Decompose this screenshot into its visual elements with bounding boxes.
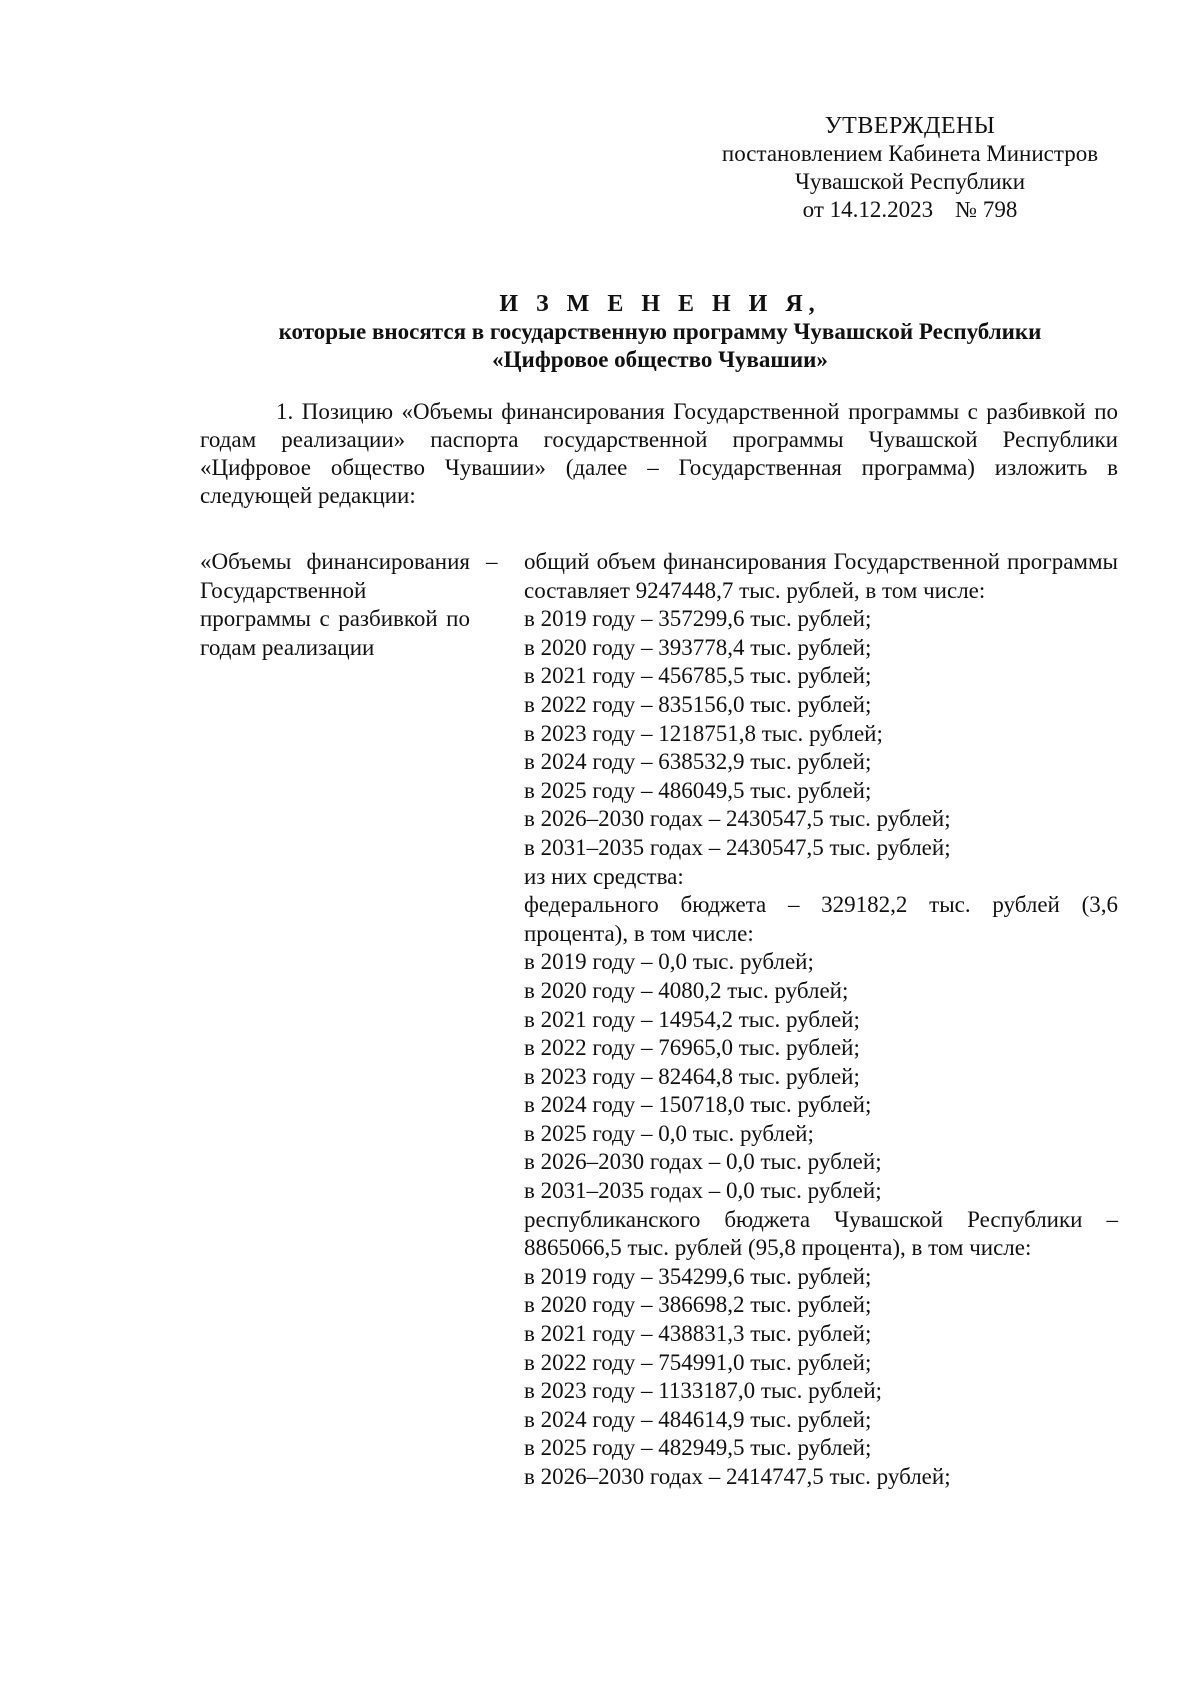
republic-intro: республиканского бюджета Чувашской Республики – 8865066,5 тыс. рублей (95,8 процента), в том числе:: [524, 1206, 1118, 1261]
heading-line-2: «Цифровое общество Чувашии»: [492, 347, 828, 372]
federal-year-line: в 2022 году – 76965,0 тыс. рублей;: [524, 1035, 860, 1061]
total-years-list: [524, 605, 1118, 862]
approval-line-1: постановлением Кабинета Министров: [721, 141, 1099, 166]
total-year-line: в 2021 году – 456785,5 тыс. рублей;: [524, 663, 872, 689]
approval-number: № 798: [955, 197, 1018, 222]
total-year-line: в 2022 году – 835156,0 тыс. рублей;: [524, 691, 872, 717]
of-them-label: из них средства:: [524, 863, 684, 889]
passport-dash: –: [486, 549, 498, 574]
approval-date-line: [690, 196, 1130, 224]
federal-year-line: в 2020 году – 4080,2 тыс. рублей;: [524, 977, 849, 1003]
total-year-line: в 2031–2035 годах – 2430547,5 тыс. рублей;: [524, 834, 951, 860]
federal-year-line: в 2031–2035 годах – 0,0 тыс. рублей;: [524, 1178, 882, 1204]
federal-intro: федерального бюджета – 329182,2 тыс. рублей (3,6 процента), в том числе:: [524, 892, 1118, 946]
approval-stamp: [690, 112, 1130, 224]
total-intro: общий объем финансирования Государственной программы составляет 9247448,7 тыс. рублей, в том числе:: [524, 549, 1118, 603]
passport-left-label: «Объемы финансирования Государственной программы с разбивкой по годам реализации: [200, 549, 470, 660]
total-year-line: в 2024 году – 638532,9 тыс. рублей;: [524, 749, 872, 775]
heading-line-1: которые вносятся в государственную программу Чувашской Республики: [278, 319, 1042, 344]
total-year-line: в 2025 году – 486049,5 тыс. рублей;: [524, 777, 872, 803]
federal-year-line: в 2023 году – 82464,8 тыс. рублей;: [524, 1063, 860, 1089]
total-year-line: в 2020 году – 393778,4 тыс. рублей;: [524, 634, 872, 660]
federal-year-line: в 2021 году – 14954,2 тыс. рублей;: [524, 1006, 860, 1032]
federal-years-list: [524, 948, 1118, 1205]
passport-right-column: [524, 548, 1118, 1492]
federal-year-line: в 2024 году – 150718,0 тыс. рублей;: [524, 1092, 872, 1118]
federal-year-line: в 2019 году – 0,0 тыс. рублей;: [524, 949, 814, 975]
republic-year-line: в 2020 году – 386698,2 тыс. рублей;: [524, 1292, 872, 1318]
federal-year-line: в 2025 году – 0,0 тыс. рублей;: [524, 1120, 814, 1146]
heading-title: И З М Е Н Е Н И Я,: [499, 291, 821, 317]
total-year-line: в 2026–2030 годах – 2430547,5 тыс. рублей;: [524, 806, 951, 832]
approval-date: от 14.12.2023: [802, 197, 934, 222]
republic-year-line: в 2022 году – 754991,0 тыс. рублей;: [524, 1349, 872, 1375]
republic-year-line: в 2024 году – 484614,9 тыс. рублей;: [524, 1406, 872, 1432]
total-year-line: в 2023 году – 1218751,8 тыс. рублей;: [524, 720, 883, 746]
republic-year-line: в 2026–2030 годах – 2414747,5 тыс. рублей;: [524, 1464, 951, 1489]
republic-year-line: в 2023 году – 1133187,0 тыс. рублей;: [524, 1378, 883, 1404]
approval-line-2: Чувашской Республики: [794, 169, 1026, 194]
republic-year-line: в 2021 году – 438831,3 тыс. рублей;: [524, 1321, 872, 1347]
document-heading: [140, 290, 1180, 374]
approval-title: УТВЕРЖДЕНЫ: [824, 113, 996, 139]
paragraph-1: 1. Позицию «Объемы финансирования Государственной программы с разбивкой по годам реализации» паспорта государственной программы Чувашской Республики «Цифровое общество Чувашии» (далее – Государственная программа) изложить в следующей редакции:: [200, 399, 1118, 508]
total-year-line: в 2019 году – 357299,6 тыс. рублей;: [524, 606, 872, 632]
republic-year-line: в 2019 году – 354299,6 тыс. рублей;: [524, 1263, 872, 1289]
republic-year-line: в 2025 году – 482949,5 тыс. рублей;: [524, 1435, 872, 1461]
federal-year-line: в 2026–2030 годах – 0,0 тыс. рублей;: [524, 1149, 882, 1175]
republic-years-list: [524, 1263, 1118, 1492]
